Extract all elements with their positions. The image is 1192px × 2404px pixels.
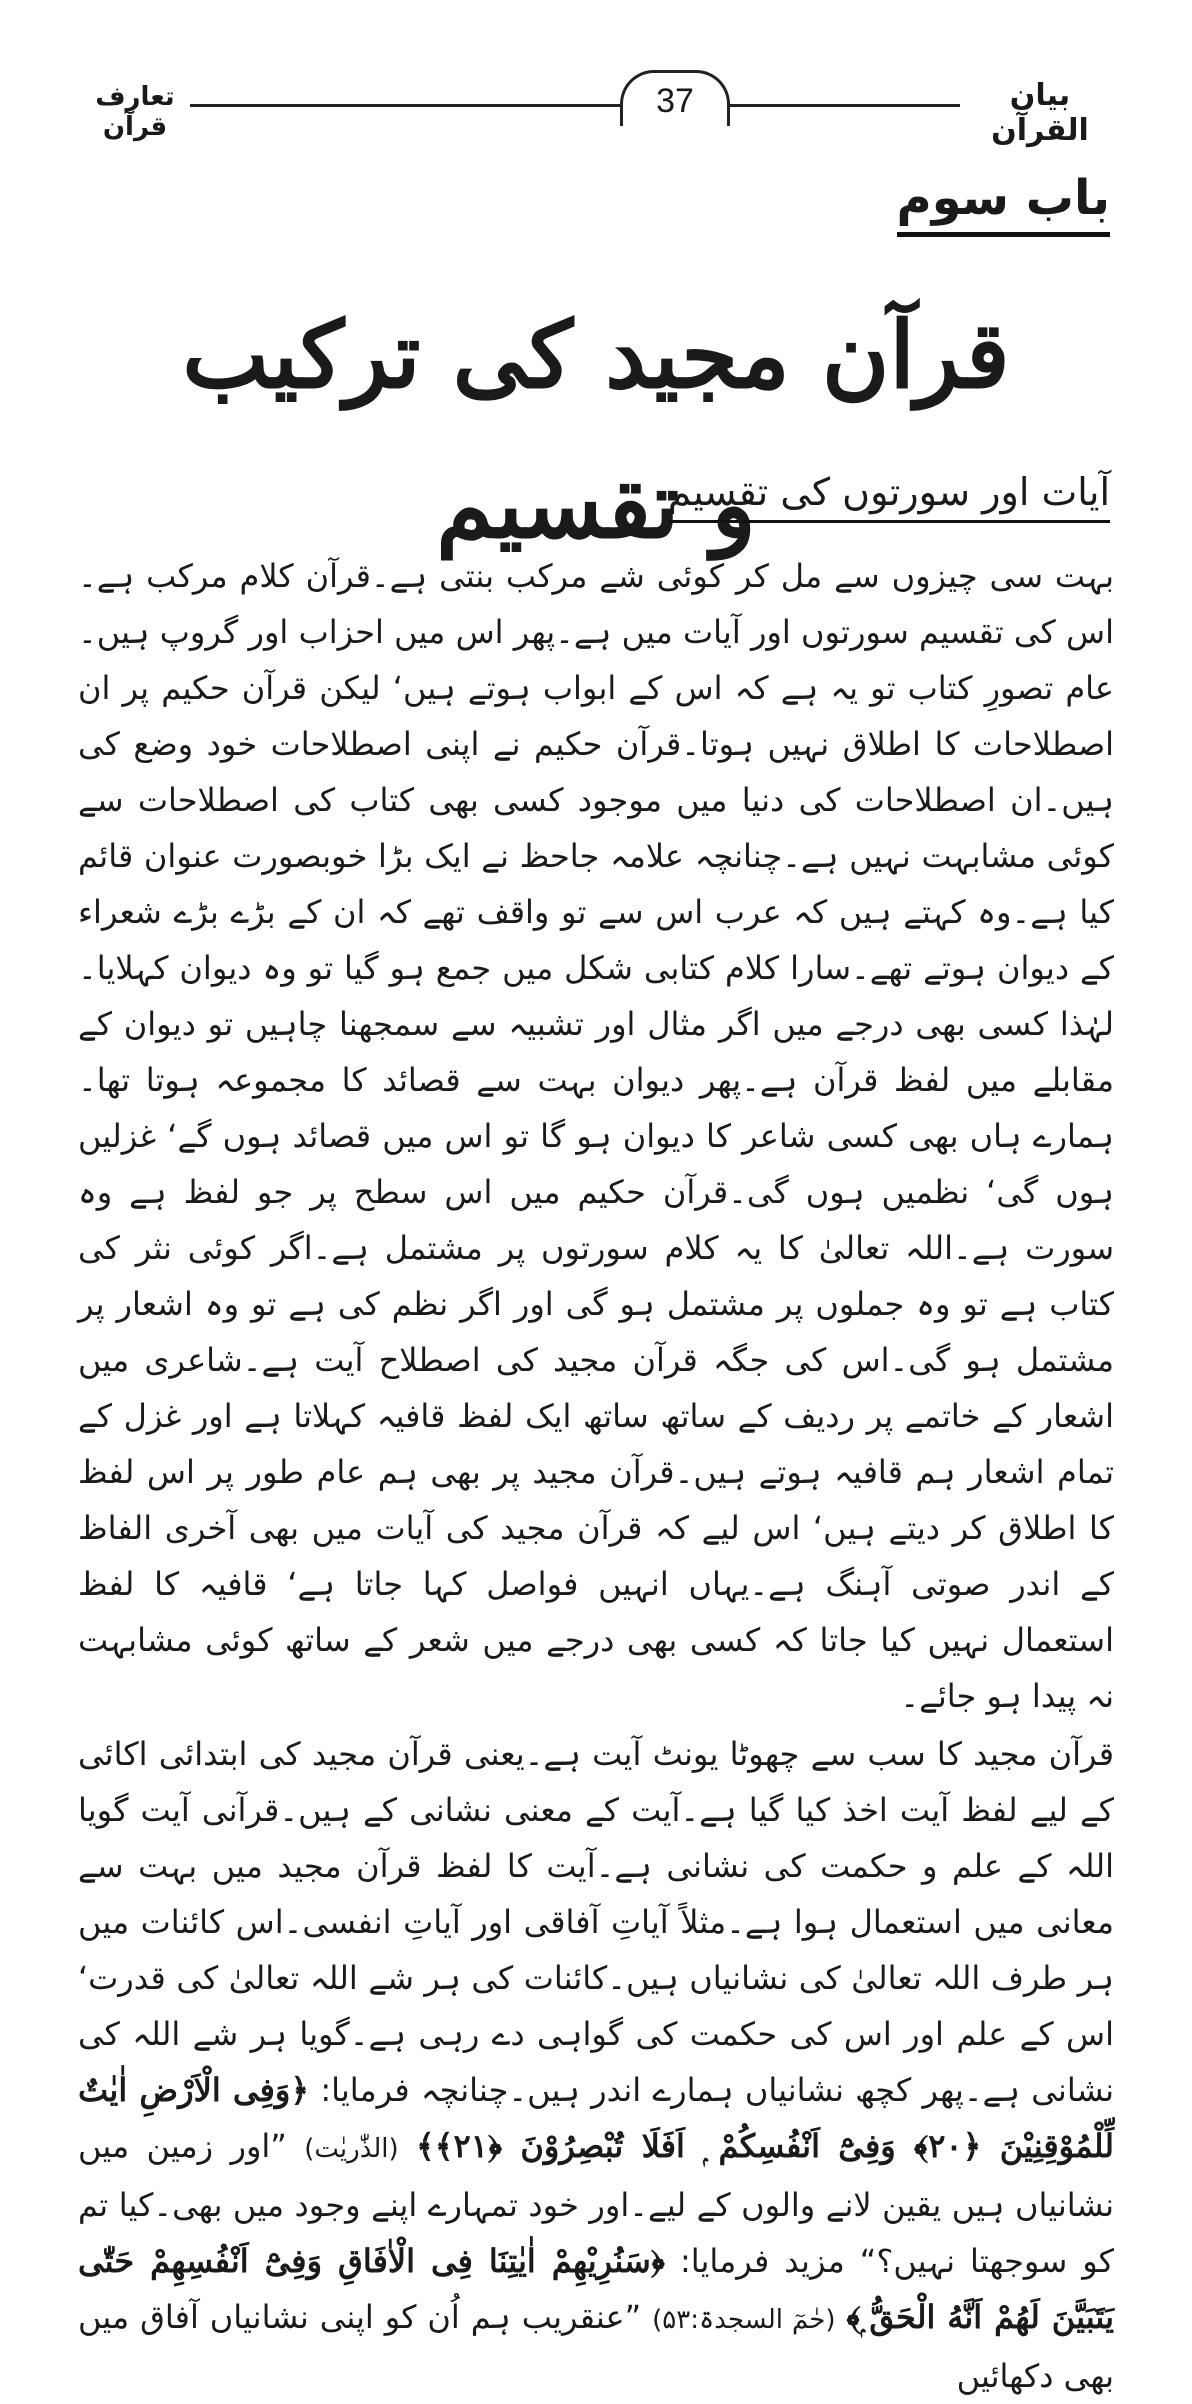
verse-translation: ”عنقریب ہم اُن کو اپنی نشانیاں آفاق میں بھی دکھائیں [78, 2298, 1114, 2395]
running-header [80, 70, 1120, 148]
section-title: تعارف قرآن [95, 82, 175, 142]
page-title: قرآن مجید کی ترکیب و تقسیم [182, 301, 1010, 559]
header-rule-left [190, 104, 620, 107]
quran-verse: ﴿سَنُرِیْهِمْ اٰیٰتِنَا فِی الْاٰفَاقِ وَفِیْٓ اَنْفُسِهِمْ حَتّٰی یَتَبَیَّنَ لَهُمْ اَنَّهُ الْحَقُّ ۭ﴾ [78, 2242, 1114, 2336]
header-rule-right [730, 104, 960, 107]
book-title: بیان القرآن [991, 78, 1089, 148]
verse-translation: ”اور زمین میں نشانیاں ہیں یقین لانے والوں کے لیے۔اور خود تمہارے اپنے وجود میں بھی۔کیا تم کو سوجھتا نہیں؟“ [78, 2127, 1115, 2280]
page-number: 37 [620, 70, 730, 126]
paragraph [78, 1726, 1114, 2404]
paragraph-intro: قرآن مجید کا سب سے چھوٹا یونٹ آیت ہے۔یعنی قرآن مجید کی ابتدائی اکائی کے لیے لفظ آیت اخذ کیا گیا ہے۔آیت کے معنی نشانی کے ہیں۔قرآنی آیت گویا اللہ کے علم و حکمت کی نشانی ہے۔آیت کا لفظ قرآن مجید میں بہت سے معانی میں استعمال ہوا ہے۔مثلاً آیاتِ آفاقی اور آیاتِ انفسی۔اس کائنات میں ہر طرف اللہ تعالیٰ کی نشانیاں ہیں۔کائنات کی ہر شے اللہ تعالیٰ کی قدرت‘ اس کے علم اور اس کی حکمت کی گواہی دے رہی ہے۔گویا ہر شے اللہ کی نشانی ہے۔پھر کچھ نشانیاں ہمارے اندر ہیں۔چنانچہ فرمایا: [78, 1735, 1115, 2109]
verse-reference: (الذّٰریٰت) [304, 2134, 399, 2164]
continuation-text: مزید فرمایا: [679, 2242, 845, 2280]
chapter-label: باب سوم [897, 170, 1110, 237]
paragraph: بہت سی چیزوں سے مل کر کوئی شے مرکب بنتی ہے۔قرآن کلام مرکب ہے۔اس کی تقسیم سورتوں اور آیات میں ہے۔پھر اس میں احزاب اور گروپ ہیں۔عام تصورِ کتاب تو یہ ہے کہ اس کے ابواب ہوتے ہیں‘ لیکن قرآن حکیم پر ان اصطلاحات کا اطلاق نہیں ہوتا۔قرآن حکیم نے اپنی اصطلاحات خود وضع کی ہیں۔ان اصطلاحات کی دنیا میں موجود کسی بھی کتاب کی اصطلاحات سے کوئی مشابہت نہیں ہے۔چنانچہ علامہ جاحظ نے ایک بڑا خوبصورت عنوان قائم کیا ہے۔وہ کہتے ہیں کہ عرب اس سے تو واقف تھے کہ ان کے بڑے بڑے شعراء کے دیوان ہوتے تھے۔سارا کلام کتابی شکل میں جمع ہو گیا تو وہ دیوان کہلایا۔لہٰذا کسی بھی درجے میں اگر مثال اور تشبیہ سے سمجھنا چاہیں تو دیوان کے مقابلے میں لفظ قرآن ہے۔پھر دیوان بہت سے قصائد کا مجموعہ ہوتا تھا۔ہمارے ہاں بھی کسی شاعر کا دیوان ہو گا تو اس میں قصائد ہوں گے‘ غزلیں ہوں گی‘ نظمیں ہوں گی۔قرآن حکیم میں اس سطح پر جو لفظ ہے وہ سورت ہے۔اللہ تعالیٰ کا یہ کلام سورتوں پر مشتمل ہے۔اگر کوئی نثر کی کتاب ہے تو وہ جملوں پر مشتمل ہو گی اور اگر نظم کی ہے تو وہ اشعار پر مشتمل ہو گی۔اس کی جگہ قرآن مجید کی اصطلاح آیت ہے۔شاعری میں اشعار کے خاتمے پر ردیف کے ساتھ ساتھ ایک لفظ قافیہ کہلاتا ہے اور غزل کے تمام اشعار ہم قافیہ ہوتے ہیں۔قرآن مجید پر بھی ہم عام طور پر اس لفظ کا اطلاق کر دیتے ہیں‘ اس لیے کہ قرآن مجید کی آیات میں بھی آخری الفاظ کے اندر صوتی آہنگ ہے۔یہاں انہیں فواصل کہا جاتا ہے‘ قافیہ کا لفظ استعمال نہیں کیا جاتا کہ کسی بھی درجے میں شعر کے ساتھ کوئی مشابہت نہ پیدا ہو جائے۔ [78, 557, 1115, 1715]
verse-reference: (حٰمٓ السجدۃ:۵۳) [652, 2305, 836, 2335]
quran-verse: ﴿وَفِی الْاَرْضِ اٰیٰتٌ لِّلْمُوْقِنِیْنَ ﴿۲۰﴾ وَفِیْٓ اَنْفُسِکُمْ ۭ اَفَلَا تُبْصِرُوْنَ ﴿۲۱﴾﴾ [78, 2071, 1115, 2165]
section-heading: آیات اور سورتوں کی تقسیم [668, 470, 1110, 523]
body-text [78, 548, 1114, 2404]
